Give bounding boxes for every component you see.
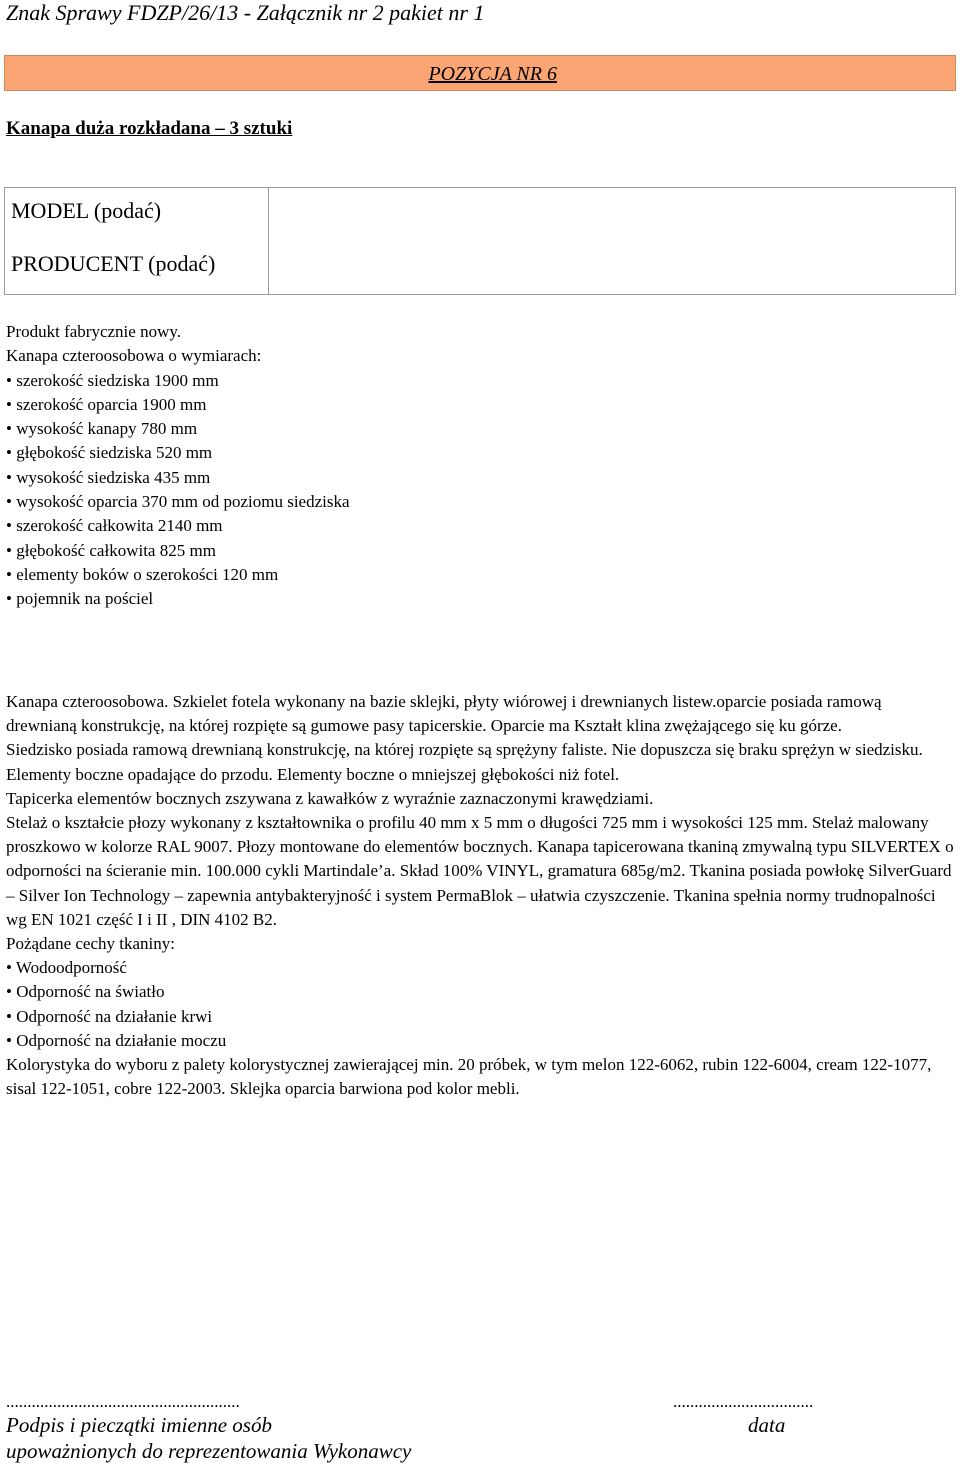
description-paragraph: Stelaż o kształcie płozy wykonany z kształtownika o profilu 40 mm x 5 mm o długości 725 mm i wysokości 125 mm. Stelaż malowany proszkowo w kolorze RAL 9007. Płozy montowane do elementów bocznych. Kanapa tapicerowana tkaniną zmywalną typu SILVERTEX o odporności na ścieranie min. 100.000 cykli Martindale’a. Skład 100% VINYL, gramatura 685g/m2. Tkanina posiada powłokę SilverGuard – Silver Ion Technology – zapewnia antybakteryjność i system PermaBlok – ułatwia czyszczenie. Tkanina spełnia normy trudnopalności wg EN 1021 część I i II , DIN 4102 B2. <box>6 813 954 929</box>
spec-bullet: • wysokość oparcia 370 mm od poziomu siedziska <box>6 490 350 514</box>
spec-bullet: • pojemnik na pościel <box>6 587 350 611</box>
spec-bullet: • wysokość kanapy 780 mm <box>6 417 350 441</box>
signature-dotted-line: ....................................................... <box>6 1392 240 1411</box>
fabric-feature-text: Odporność na działanie krwi <box>16 1006 213 1026</box>
spec-bullet: • głębokość siedziska 520 mm <box>6 441 350 465</box>
date-dotted-line: ................................. <box>673 1392 814 1411</box>
description-paragraph: Siedzisko posiada ramową drewnianą konstrukcję, na której rozpięte są sprężyny faliste. Nie dopuszcza się braku sprężyn w siedzisku. <box>6 740 923 760</box>
spec-bullet: • głębokość całkowita 825 mm <box>6 539 350 563</box>
model-producer-labels-cell <box>5 188 269 294</box>
product-description <box>6 690 956 1101</box>
spec-bullet: • wysokość siedziska 435 mm <box>6 466 350 490</box>
description-paragraph: Kolorystyka do wyboru z palety kolorystycznej zawierającej min. 20 próbek, w tym melon 122-6062, rubin 122-6004, cream 122-1077, sisal 122-1051, cobre 122-2003. Sklejka oparcia barwiona pod kolor mebli. <box>6 1055 932 1099</box>
fabric-feature-item: • Odporność na działanie moczu <box>6 1030 227 1050</box>
model-producer-table <box>4 187 956 295</box>
fabric-features-lead: Pożądane cechy tkaniny: <box>6 934 175 954</box>
specification-list <box>6 320 350 612</box>
document-reference-title: Znak Sprawy FDZP/26/13 - Załącznik nr 2 pakiet nr 1 <box>6 0 485 25</box>
signature-label-line1: Podpis i pieczątki imienne osób <box>6 1413 272 1437</box>
date-label: data <box>748 1413 786 1437</box>
description-paragraph: Tapicerka elementów bocznych zszywana z kawałków z wyraźnie zaznaczonymi krawędziami. <box>6 788 654 808</box>
spec-bullet: • szerokość siedziska 1900 mm <box>6 369 350 393</box>
fabric-feature-text: Odporność na światło <box>16 982 165 1002</box>
fabric-feature-text: Odporność na działanie moczu <box>16 1030 227 1050</box>
fabric-feature-item: • Odporność na działanie krwi <box>6 1006 213 1026</box>
description-paragraph: Elementy boczne opadające do przodu. Elementy boczne o mniejszej głębokości niż fotel. <box>6 764 620 784</box>
spec-bullet: • elementy boków o szerokości 120 mm <box>6 563 350 587</box>
description-paragraph: Kanapa czteroosobowa. Szkielet fotela wykonany na bazie sklejki, płyty wiórowej i drewnianych listew.oparcie posiada ramową drewnianą konstrukcję, na której rozpięte są gumowe pasy tapicerskie. Oparcie ma Kształt klina zwężającego się ku górze. <box>6 692 882 736</box>
position-number-label: POZYCJA NR 6 <box>428 63 557 85</box>
model-label: MODEL (podać) <box>11 198 162 223</box>
fabric-feature-item: • Odporność na światło <box>6 982 165 1002</box>
spec-lead: Kanapa czteroosobowa o wymiarach: <box>6 346 262 366</box>
fabric-feature-item: • Wodoodporność <box>6 958 127 978</box>
producer-label: PRODUCENT (podać) <box>11 251 216 276</box>
item-title: Kanapa duża rozkładana – 3 sztuki <box>6 118 293 139</box>
model-producer-value-cell[interactable] <box>269 188 955 294</box>
position-header-bar <box>4 55 956 91</box>
spec-bullet: • szerokość oparcia 1900 mm <box>6 393 350 417</box>
spec-intro: Produkt fabrycznie nowy. <box>6 322 181 341</box>
signature-label-line2: upoważnionych do reprezentowania Wykonawcy <box>6 1439 412 1463</box>
spec-bullet: • szerokość całkowita 2140 mm <box>6 514 350 538</box>
fabric-feature-text: Wodoodporność <box>15 958 127 978</box>
